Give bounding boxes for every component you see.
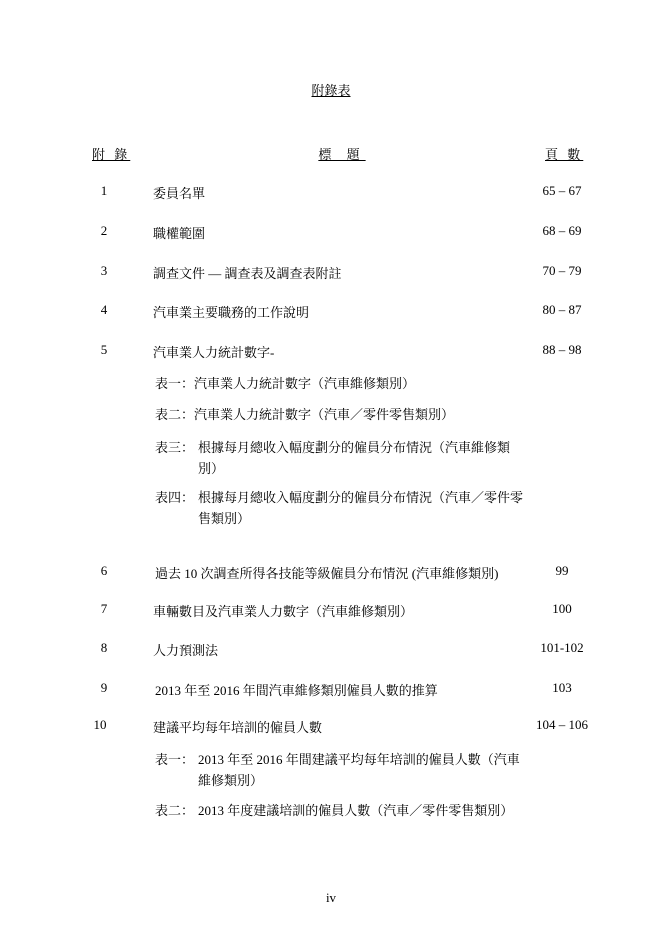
sub-table-title: 根據每月總收入幅度劃分的僱員分布情況（汽車維修類別） (198, 440, 511, 476)
sub-table-title: 根據每月總收入幅度劃分的僱員分布情況（汽車／零件零售類別） (198, 490, 524, 526)
row-title: 職權範圍 (153, 226, 206, 241)
row-pages: 80 – 87 (542, 302, 582, 317)
row-number: 9 (100, 680, 108, 695)
row-title: 2013 年至 2016 年間汽車維修類別僱員人數的推算 (155, 683, 438, 698)
row-number: 10 (93, 717, 107, 732)
row-number: 8 (100, 640, 108, 655)
row-pages: 65 – 67 (542, 183, 582, 198)
row-number: 5 (100, 342, 108, 357)
row-pages: 103 (552, 680, 572, 695)
row-number: 1 (100, 183, 108, 198)
row-title: 過去 10 次調查所得各技能等級僱員分布情況 (汽車維修類別) (155, 566, 499, 581)
page-title: 附錄表 (311, 83, 351, 98)
sub-table-item (155, 404, 525, 425)
row-title: 汽車業主要職務的工作說明 (153, 305, 310, 320)
row-pages: 99 (555, 563, 569, 578)
sub-table-title: 2013 年度建議培訓的僱員人數（汽車／零件零售類別） (198, 803, 514, 818)
sub-table-label: 表一： (155, 752, 195, 767)
row-title: 建議平均每年培訓的僱員人數 (153, 720, 323, 735)
sub-table-label: 表四： (155, 490, 195, 505)
row-pages: 70 – 79 (542, 263, 582, 278)
row-title: 人力預測法 (153, 643, 219, 658)
row-title: 委員名單 (153, 186, 206, 201)
header-heading: 標 題 (318, 147, 366, 162)
page-number: iv (325, 890, 337, 905)
row-title: 車輛數目及汽車業人力數字（汽車維修類別） (153, 604, 414, 619)
sub-table-title: 汽車業人力統計數字（汽車維修類別） (194, 376, 416, 391)
sub-table-title: 2013 年至 2016 年間建議平均每年培訓的僱員人數（汽車維修類別） (198, 752, 520, 788)
row-number: 3 (100, 263, 108, 278)
sub-table-item (155, 373, 525, 394)
row-number: 4 (100, 302, 108, 317)
header-pages: 頁 數 (545, 147, 584, 162)
row-pages: 104 – 106 (536, 717, 588, 732)
row-title: 調查文件 — 調查表及調查表附註 (153, 266, 342, 281)
sub-table-label: 表二： (155, 803, 195, 818)
sub-table-label: 表二： (155, 407, 195, 422)
sub-table-title: 汽車業人力統計數字（汽車／零件零售類別） (194, 407, 455, 422)
row-number: 7 (100, 601, 108, 616)
row-pages: 68 – 69 (542, 223, 582, 238)
row-pages: 100 (552, 601, 572, 616)
sub-table-label: 表一： (155, 376, 195, 391)
row-number: 2 (100, 223, 108, 238)
row-title: 汽車業人力統計數字- (153, 345, 275, 360)
row-pages: 88 – 98 (542, 342, 582, 357)
sub-table-label: 表三： (155, 440, 195, 455)
header-appendix: 附 錄 (92, 147, 131, 162)
row-number: 6 (100, 563, 108, 578)
row-pages: 101-102 (540, 640, 584, 655)
